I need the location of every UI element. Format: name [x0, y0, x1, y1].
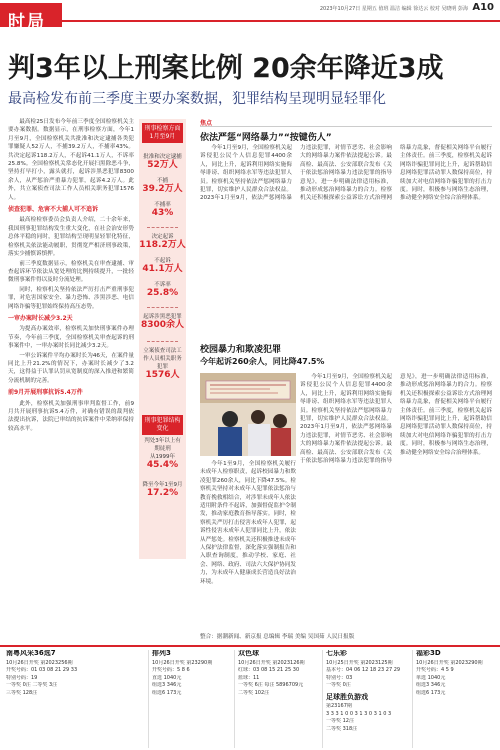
lottery-line: 10月26日开奖 第2023256期 — [6, 659, 73, 666]
lottery-block — [6, 650, 146, 746]
stat-label: 判处3年以上有期徒刑 — [144, 438, 181, 452]
lottery-line: 基本号：04 06 12 18 23 27 29 — [326, 667, 401, 673]
stat-label: 决定起诉 — [151, 234, 174, 240]
stat-value: 45.4% — [146, 460, 179, 470]
body-paragraph: 今年1月至9月，全国检察机关起诉侵犯公民个人信息犯罪4400余人，同比上升，起诉利用网络实施侮辱诽谤、组织网络水军等违法犯罪人员。检察机关坚持依法严惩网络暴力犯罪，切实维护人民群众合法权益。2023年1月至9月，依法严惩网络暴力违法犯罪，对情节恶劣、社会影响大的网络暴力案件依法提起公诉。最高检、最高法、公安部联合发布《关于依法惩治网络暴力违法犯罪的指导意见》，进一步明确法律适用标准，推动形成惩治网络暴力的合力。检察机关还积极探索公益诉讼方式治理网络暴力乱象，督促相关网络平台履行主体责任。前三季度，检察机关起诉网络诈骗犯罪同比上升，起诉帮助信息网络犯罪活动罪人数保持高位，持续加大对电信网络诈骗犯罪的打击力度。同时，积极参与网络生态治理，推动健全网络安全综合治理体系。 — [200, 145, 492, 202]
stat-value: 8300余人 — [140, 320, 185, 330]
stat-label: 立案侦查司法工作人员相关职务犯罪 — [143, 348, 182, 370]
lottery-line: 3 3 3 1 0 0 3 1 3 0 3 1 0 3 — [326, 710, 392, 717]
page-number: A10 — [472, 2, 494, 13]
lottery-line: 10月26日开奖 第23290期 — [152, 659, 213, 666]
body-paragraph: 最高检检察委员会负责人介绍，二十余年来，我国刑事犯罪结构发生重大变化，在社会治安形势总体平稳的同时，犯罪结构呈现明显轻罪化特征，检察机关依法能动履职，贯彻宽严相济刑事政策，落实少捕慎诉慎押。 — [8, 217, 134, 258]
stat-value: 17.2% — [146, 488, 179, 498]
sidebar-period: 1月至9月 — [149, 133, 176, 140]
stat-label: 不起诉 — [154, 258, 171, 264]
stat-label: 不诉率 — [154, 282, 171, 288]
stats-sidebar — [139, 119, 186, 559]
section-label: 时局 — [8, 12, 46, 32]
lottery-divider — [148, 650, 149, 748]
stat-item — [139, 481, 186, 497]
lottery-block — [238, 650, 320, 746]
left-column — [8, 118, 134, 640]
focus-tag: 焦点 — [200, 120, 213, 127]
stat-item — [139, 153, 186, 169]
lottery-block — [152, 650, 232, 746]
lottery-line: 特别号：03 — [326, 674, 353, 681]
lottery-divider — [412, 650, 413, 748]
body-paragraph: 为提高办案效率，检察机关加快刑事案件办理节奏，今年前三季度，全国检察机关审查起诉的刑事案件中，一审办案时长同比减少3.2天。 — [8, 326, 134, 350]
stat-item — [139, 177, 186, 193]
lottery-line: 开奖号码：5 8 6 — [152, 667, 190, 673]
section-label-box — [0, 3, 62, 32]
lottery-title: 双色球 — [238, 650, 259, 657]
lottery-line: 10月25日开奖 第2023125期 — [326, 659, 393, 666]
stat-item — [139, 201, 186, 217]
stat-item — [139, 257, 186, 273]
stat-label: 降至今年1至9月 — [142, 482, 183, 488]
lottery-line: 组选6 173元 — [416, 689, 446, 696]
lottery-line: 一等奖 0注 二等奖 3注 — [6, 682, 58, 688]
section-heading: 前9月开展刑事抗诉5.4万件 — [8, 389, 83, 397]
lottery-line: 组选6 173元 — [152, 689, 182, 696]
body-paragraph: 此外，检察机关加强刑事审判监督工作，前9月共开展刑事抗诉5.4万件，对确有错误的裁判依法提出抗诉，法院已审结的抗诉案件中采纳率保持较高水平。 — [8, 400, 134, 432]
page-header — [0, 0, 500, 32]
section-heading: 一审办案时长减少3.2天 — [8, 314, 73, 322]
stat-label: 不捕 — [156, 178, 168, 184]
header-rule — [62, 20, 500, 22]
stat-value: 1576人 — [145, 370, 180, 380]
lottery-line: 特别号码：19 — [6, 674, 38, 681]
sidebar-title: 刑事检察方面 — [144, 125, 181, 132]
stat-item — [139, 313, 186, 329]
lottery-block — [416, 650, 496, 746]
lottery-line: 直选 1040元 — [152, 674, 182, 681]
article-credit: 整合：据潮新闻、新京报 总编辑 李瑞 美编 吴国茹 人民日报版 — [200, 634, 355, 640]
stat-value: 118.2万人 — [139, 240, 186, 250]
stat-value: 25.8% — [146, 288, 179, 298]
lottery-line: 单选 1040元 — [416, 674, 446, 681]
lottery-line: 组选3 346元 — [416, 682, 446, 688]
main-subheadline: 最高检发布前三季度主要办案数据，犯罪结构呈现明显轻罪化 — [8, 91, 386, 107]
main-headline: 判3年以上刑案比例 20余年降近3成 — [8, 53, 444, 84]
stat-item — [139, 347, 186, 379]
lottery-divider — [322, 650, 323, 748]
article1-body — [200, 144, 492, 334]
stat-label: 批准和决定逮捕 — [143, 154, 182, 160]
stat-item — [139, 281, 186, 297]
stat-value: 52万人 — [147, 160, 178, 170]
article1-title: 依法严惩“网络暴力”“按键伤人” — [200, 133, 332, 143]
lottery-line: 10月26日开奖 第2023126期 — [238, 659, 305, 666]
stat-label: 从1999年 — [150, 454, 175, 460]
sidebar-box2-label: 刑事犯罪结构变化 — [144, 417, 181, 432]
lottery-line: 一等奖 12注 — [326, 718, 354, 724]
stat-label: 不捕率 — [154, 202, 171, 208]
article2-title: 校园暴力和欺凌犯罪 — [200, 345, 282, 355]
article-photo — [200, 373, 296, 456]
lottery-line: 二等奖 102注 — [238, 689, 270, 696]
stat-label: 起诉涉黑恶犯罪 — [143, 314, 182, 320]
lottery-line: 一等奖 0注 — [326, 682, 351, 688]
body-paragraph: 前三季度数据显示，检察机关在审查逮捕、审查起诉环节依法从宽处理的比例持续提升，一批轻微刑事案件得以及时分流处理。 — [8, 260, 134, 284]
stat-value: 41.1万人 — [142, 264, 183, 274]
campus-photo-image — [200, 373, 296, 456]
sidebar-box2-title — [142, 415, 183, 435]
body-paragraph: 一审公诉案件平均办案时长为46天，在案件量同比上升21.2%的情况下，办案时长减少了3.2天，这得益于认罪认罚从宽制度的深入推进和繁简分流机制的完善。 — [8, 352, 134, 384]
lottery-rule — [0, 645, 500, 647]
sidebar-divider — [147, 227, 178, 228]
stat-value: 39.2万人 — [142, 184, 183, 194]
lottery-line: 三等奖 128注 — [6, 689, 38, 696]
article2-body-left — [200, 460, 296, 628]
lottery-line: 组选3 346元 — [152, 682, 182, 688]
stat-value: 43% — [151, 208, 174, 218]
sidebar-title-box — [142, 123, 183, 143]
lottery-title: 福彩3D — [416, 650, 441, 657]
lottery-line: 一等奖 6注 每注 5896709元 — [238, 682, 304, 688]
lottery-title: 排列3 — [152, 650, 171, 657]
body-paragraph: 同时，检察机关坚持依法严厉打击严重刑事犯罪，对危害国家安全、暴力恐怖、涉黑涉恶、电信网络诈骗等犯罪始终保持高压态势。 — [8, 286, 134, 310]
section-heading: 侦查犯罪、危害不大捕人可不追诉 — [8, 206, 99, 214]
lottery-line: 10月26日开奖 第2023290期 — [416, 659, 483, 666]
lottery-line: 开奖号码：4 5 9 — [416, 667, 454, 673]
header-dateline: 2023年10月27日 星期五 值班 温洁 编辑 徐达云 校对 吴晓明 彭海 — [319, 6, 468, 12]
lottery-title: 足球胜负游戏 — [326, 692, 368, 701]
article2-subtitle: 今年起诉260余人，同比降47.5% — [200, 357, 325, 366]
lottery-title: 南粤风采36选7 — [6, 650, 56, 657]
lead-paragraph: 最高检25日发布今年前三季度全国检察机关主要办案数据。数据显示，在刑事检察方面，今年1月至9月，全国检察机关共批准和决定逮捕各类犯罪嫌疑人52万人，不捕39.2万人，不捕率43%。共决定起诉118.2万人，不起诉41.1万人，不诉率25.8%。全国检察机关常态化开展扫黑除恶斗争，坚持打早打小，露头就打，起诉涉黑恶犯罪8300余人，从严惩治严重暴力犯罪，起诉4.2万人。此外，共立案侦查司法工作人员相关职务犯罪1576人。 — [8, 119, 134, 201]
lottery-divider — [234, 650, 235, 748]
lottery-line: 第23167期 — [326, 703, 352, 709]
lottery-line: 开奖号码：01 03 08 21 29 33 — [6, 667, 78, 673]
article2-body-right — [300, 373, 492, 628]
lottery-line: 蓝球：11 — [238, 674, 260, 681]
lottery-line: 红球：03 08 15 21 25 30 — [238, 667, 300, 673]
body-paragraph: 今年1月至9月，全国检察机关起诉侵犯公民个人信息犯罪4400余人，同比上升，起诉利用网络实施侮辱诽谤、组织网络水军等违法犯罪人员。检察机关坚持依法严惩网络暴力犯罪，切实维护人民群众合法权益。2023年1月至9月，依法严惩网络暴力违法犯罪，对情节恶劣、社会影响大的网络暴力案件依法提起公诉。最高检、最高法、公安部联合发布《关于依法惩治网络暴力违法犯罪的指导意见》，进一步明确法律适用标准，推动形成惩治网络暴力的合力。检察机关还积极探索公益诉讼方式治理网络暴力乱象，督促相关网络平台履行主体责任。前三季度，检察机关起诉网络诈骗犯罪同比上升，起诉帮助信息网络犯罪活动罪人数保持高位，持续加大对电信网络诈骗犯罪的打击力度。同时，积极参与网络生态治理，推动健全网络安全综合治理体系。 — [300, 374, 492, 465]
article-rule — [200, 126, 492, 127]
stat-item — [139, 437, 186, 469]
sidebar-divider — [147, 307, 178, 308]
sidebar-divider — [147, 341, 178, 342]
lottery-title: 七乐彩 — [326, 650, 347, 657]
lottery-line: 二等奖 318注 — [326, 725, 358, 732]
body-paragraph: 今年1至9月，全国检察机关履行未成年人检察职责，起诉校园暴力和欺凌犯罪260余人，同比下降47.5%。检察机关坚持对未成年人犯罪依法惩治与教育挽救相结合，对涉罪未成年人依法适用附条件不起诉，加强督促监护令制发，推动家庭教育指导落实。同时，检察机关严厉打击侵害未成年人犯罪，起诉性侵害未成年人犯罪同比上升，依法从严惩处。检察机关还积极推进未成年人保护法律监督，深化落实强制报告和入职查询制度，推动学校、家庭、社会、网络、政府、司法六大保护协同发力，为未成年人健康成长营造良好法治环境。 — [200, 461, 296, 585]
lottery-block — [326, 650, 410, 746]
stat-item — [139, 233, 186, 249]
